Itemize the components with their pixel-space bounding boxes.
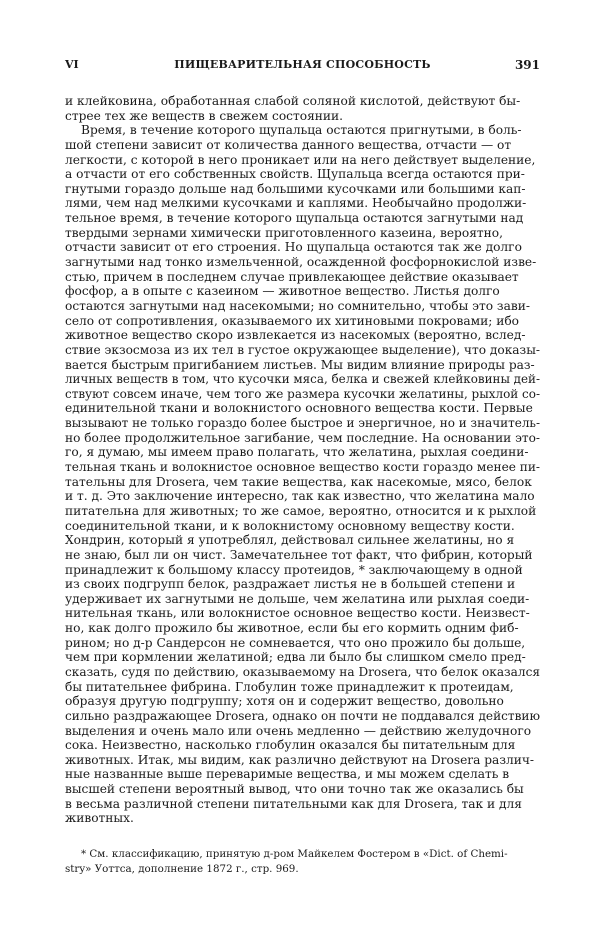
text-line: остаются загнутыми над насекомыми; но сомнительно, чтобы это зави-: [65, 298, 530, 313]
text-line: ствие экзосмоза из их тел в густое окружающее выделение), что доказы-: [65, 342, 540, 357]
text-line: загнутыми над тонко измельченной, осажденной фосфорнокислой изве-: [65, 255, 537, 270]
text-line: ствуют совсем иначе, чем того же размера кусочки желатины, рыхлой со-: [65, 386, 540, 401]
footnote-line: stry» Уоттса, дополнение 1872 г., стр. 969.: [65, 862, 299, 875]
body-text: [65, 94, 540, 826]
text-line: личных веществ в том, что кусочки мяса, белка и свежей клейковины дей-: [65, 372, 540, 387]
text-line: сказать, судя по действию, оказываемому на Drosera, что белок оказался: [65, 664, 540, 679]
text-line: вается быстрым пригибанием листьев. Мы видим влияние природы раз-: [65, 357, 535, 372]
text-line: соединительной ткани, и к волокнистому основному веществу кости.: [65, 518, 515, 533]
text-line: и т. д. Это заключение интересно, так как известно, что желатина мало: [65, 489, 535, 504]
text-line: не знаю, был ли он чист. Замечательнее тот факт, что фибрин, который: [65, 547, 533, 562]
text-line: образуя другую подгруппу; хотя он и содержит вещество, довольно: [65, 694, 504, 709]
text-line: рином; но д-р Сандерсон не сомневается, что оно прожило бы дольше,: [65, 635, 526, 650]
text-line: единительной ткани и волокнистого основного вещества кости. Первые: [65, 401, 533, 416]
text-line: бы питательнее фибрина. Глобулин тоже принадлежит к протеидам,: [65, 679, 514, 694]
text-line: тельная ткань и волокнистое основное вещество кости гораздо менее пи-: [65, 460, 540, 475]
text-line: но, как долго прожило бы животное, если бы его кормить одним фиб-: [65, 621, 519, 636]
text-line: чем при кормлении желатиной; едва ли было бы слишком смело пред-: [65, 650, 526, 665]
text-line: ные названные выше переваримые вещества, и мы можем сделать в: [65, 767, 510, 782]
text-line: гнутыми гораздо дольше над большими кусочками или большими кап-: [65, 181, 526, 196]
text-line: питательна для животных; то же самое, вероятно, относится и к рыхлой: [65, 503, 537, 518]
footnote: [65, 848, 540, 877]
text-line: а отчасти от его собственных свойств. Щупальца всегда остаются при-: [65, 167, 525, 182]
text-line: вызывают не только гораздо более быстрое и энергичное, но и значитель-: [65, 416, 540, 431]
text-line: в весьма различной степени питательными как для Drosera, так и для: [65, 796, 522, 811]
text-line: твердыми зернами химически приготовленного казеина, вероятно,: [65, 225, 503, 240]
text-line: стью, причем в последнем случае привлекающее действие оказывает: [65, 269, 519, 284]
text-line: сока. Неизвестно, насколько глобулин оказался бы питательным для: [65, 738, 516, 753]
text-line: Время, в течение которого щупальца остаются пригнутыми, в боль-: [81, 123, 522, 138]
chapter-number: VI: [65, 58, 79, 71]
text-line: легкости, с которой в него проникает или на него действует выделение,: [65, 152, 536, 167]
text-line: село от сопротивления, оказываемого их хитиновыми покровами; ибо: [65, 313, 520, 328]
page-number: 391: [514, 58, 540, 72]
text-line: го, я думаю, мы имеем право полагать, что желатина, рыхлая соедини-: [65, 445, 529, 460]
text-line: тельное время, в течение которого щупальца остаются загнутыми над: [65, 211, 524, 226]
text-line: животных. Итак, мы видим, как различно действуют на Drosera различ-: [65, 752, 535, 767]
text-line: удерживает их загнутыми не дольше, чем желатина или рыхлая соеди-: [65, 591, 530, 606]
text-line: животных.: [65, 811, 134, 826]
text-line: лями, чем над мелкими кусочками и каплями. Необычайно продолжи-: [65, 196, 527, 211]
text-line: и клейковина, обработанная слабой соляной кислотой, действуют бы-: [65, 94, 521, 108]
text-line: животное вещество скоро извлекается из насекомых (вероятно, вслед-: [65, 328, 526, 343]
text-line: из своих подгрупп белок, раздражает листья не в большей степени и: [65, 577, 516, 592]
text-line: фосфор, а в опыте с казеином — животное вещество. Листья долго: [65, 284, 500, 299]
text-line: сильно раздражающее Drosera, однако он почти не поддавался действию: [65, 708, 540, 723]
text-line: нительная ткань, или волокнистое основное вещество кости. Неизвест-: [65, 606, 530, 621]
text-line: шой степени зависит от количества данного вещества, отчасти — от: [65, 137, 512, 152]
text-line: высшей степени вероятный вывод, что они точно так же оказались бы: [65, 782, 524, 797]
text-line: но более продолжительное загибание, чем последние. На основании это-: [65, 430, 540, 445]
text-line: отчасти зависит от его строения. Но щупальца остаются так же долго: [65, 240, 522, 255]
footnote-line: * См. классификацию, принятую д-ром Майкелем Фостером в «Dict. of Chemi-: [81, 848, 508, 860]
text-line: выделения и очень мало или очень медленно — действию желудочного: [65, 723, 532, 738]
text-line: принадлежит к большому классу протеидов, * заключающему в одной: [65, 562, 523, 577]
running-header: [65, 58, 540, 74]
text-line: тательны для Drosera, чем такие вещества, как насекомые, мясо, белок: [65, 474, 532, 489]
text-line: Хондрин, который я употреблял, действовал сильнее желатины, но я: [65, 533, 515, 548]
text-line: стрее тех же веществ в свежем состоянии.: [65, 108, 344, 123]
running-title: ПИЩЕВАРИТЕЛЬНАЯ СПОСОБНОСТЬ: [174, 58, 431, 71]
